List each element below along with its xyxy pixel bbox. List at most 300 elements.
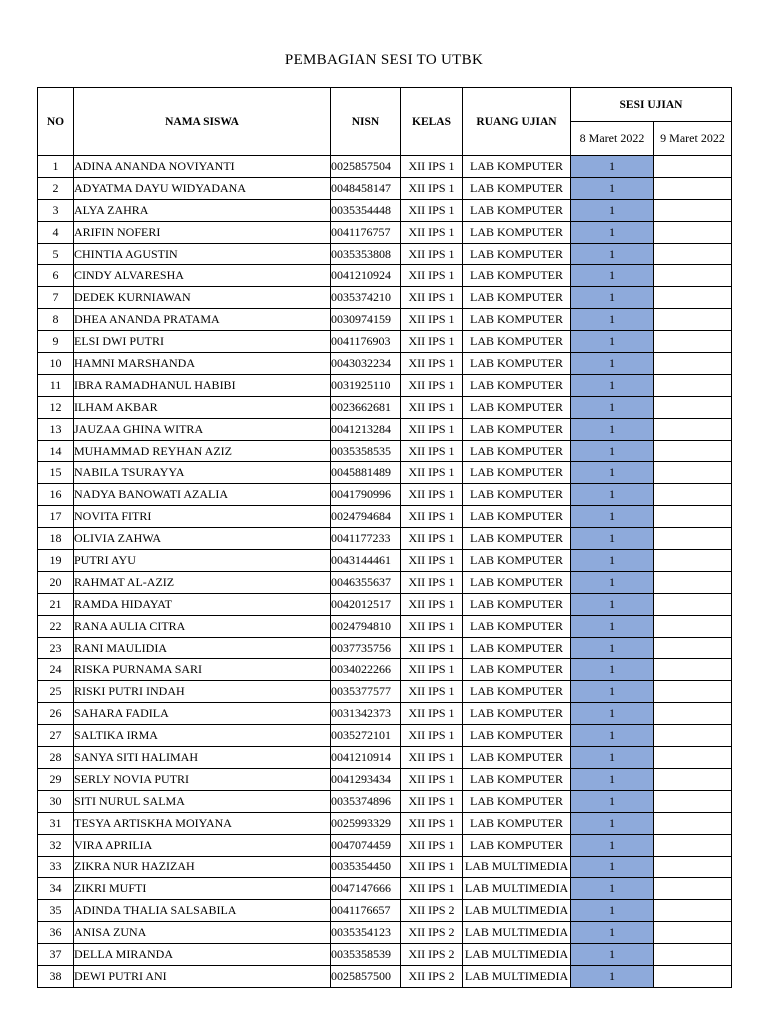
cell-ruang: LAB MULTIMEDIA	[463, 856, 571, 878]
cell-nisn: 0035354450	[331, 856, 401, 878]
cell-ruang: LAB KOMPUTER	[463, 637, 571, 659]
cell-no: 1	[38, 156, 74, 178]
cell-sesi-1: 1	[571, 156, 654, 178]
cell-nisn: 0047074459	[331, 834, 401, 856]
cell-ruang: LAB MULTIMEDIA	[463, 922, 571, 944]
cell-sesi-2	[654, 309, 732, 331]
cell-no: 23	[38, 637, 74, 659]
cell-nisn: 0041790996	[331, 484, 401, 506]
cell-sesi-2	[654, 177, 732, 199]
cell-ruang: LAB MULTIMEDIA	[463, 944, 571, 966]
table-row	[38, 681, 732, 703]
cell-nisn: 0024794684	[331, 506, 401, 528]
table-row	[38, 396, 732, 418]
cell-sesi-2	[654, 593, 732, 615]
cell-sesi-2	[654, 768, 732, 790]
cell-nisn: 0043032234	[331, 353, 401, 375]
table-row	[38, 703, 732, 725]
header-no: NO	[38, 88, 74, 156]
cell-kelas: XII IPS 2	[401, 965, 463, 987]
cell-kelas: XII IPS 1	[401, 418, 463, 440]
cell-sesi-2	[654, 331, 732, 353]
cell-sesi-1: 1	[571, 965, 654, 987]
table-row	[38, 353, 732, 375]
cell-sesi-2	[654, 834, 732, 856]
cell-ruang: LAB KOMPUTER	[463, 528, 571, 550]
table-row	[38, 790, 732, 812]
table-row	[38, 900, 732, 922]
cell-no: 13	[38, 418, 74, 440]
table-row	[38, 856, 732, 878]
cell-no: 33	[38, 856, 74, 878]
cell-ruang: LAB KOMPUTER	[463, 309, 571, 331]
cell-no: 38	[38, 965, 74, 987]
cell-sesi-1: 1	[571, 550, 654, 572]
cell-ruang: LAB KOMPUTER	[463, 156, 571, 178]
cell-sesi-2	[654, 353, 732, 375]
cell-sesi-1: 1	[571, 309, 654, 331]
cell-kelas: XII IPS 1	[401, 156, 463, 178]
page-title: PEMBAGIAN SESI TO UTBK	[284, 52, 484, 68]
cell-nama: ALYA ZAHRA	[74, 199, 331, 221]
cell-sesi-2	[654, 944, 732, 966]
cell-ruang: LAB KOMPUTER	[463, 593, 571, 615]
cell-nama: ADINA ANANDA NOVIYANTI	[74, 156, 331, 178]
cell-no: 14	[38, 440, 74, 462]
cell-ruang: LAB MULTIMEDIA	[463, 878, 571, 900]
cell-sesi-1: 1	[571, 834, 654, 856]
cell-sesi-1: 1	[571, 353, 654, 375]
cell-no: 10	[38, 353, 74, 375]
cell-sesi-1: 1	[571, 790, 654, 812]
cell-sesi-2	[654, 790, 732, 812]
cell-nisn: 0035374896	[331, 790, 401, 812]
cell-nisn: 0045881489	[331, 462, 401, 484]
cell-nama: HAMNI MARSHANDA	[74, 353, 331, 375]
header-row	[38, 88, 732, 122]
table-row	[38, 309, 732, 331]
cell-no: 32	[38, 834, 74, 856]
cell-no: 26	[38, 703, 74, 725]
cell-sesi-2	[654, 659, 732, 681]
cell-no: 12	[38, 396, 74, 418]
cell-no: 9	[38, 331, 74, 353]
cell-nisn: 0025857500	[331, 965, 401, 987]
cell-kelas: XII IPS 1	[401, 703, 463, 725]
cell-sesi-2	[654, 506, 732, 528]
cell-sesi-1: 1	[571, 396, 654, 418]
cell-kelas: XII IPS 1	[401, 834, 463, 856]
cell-kelas: XII IPS 1	[401, 199, 463, 221]
cell-no: 29	[38, 768, 74, 790]
cell-nisn: 0031925110	[331, 374, 401, 396]
cell-sesi-1: 1	[571, 922, 654, 944]
table-row	[38, 659, 732, 681]
cell-ruang: LAB KOMPUTER	[463, 462, 571, 484]
cell-kelas: XII IPS 1	[401, 353, 463, 375]
cell-no: 6	[38, 265, 74, 287]
table-row	[38, 243, 732, 265]
cell-kelas: XII IPS 1	[401, 593, 463, 615]
cell-kelas: XII IPS 1	[401, 484, 463, 506]
cell-no: 11	[38, 374, 74, 396]
table-row	[38, 615, 732, 637]
table-row	[38, 571, 732, 593]
cell-sesi-1: 1	[571, 856, 654, 878]
table-row	[38, 878, 732, 900]
cell-sesi-2	[654, 396, 732, 418]
table-row	[38, 221, 732, 243]
cell-nama: RAMDA HIDAYAT	[74, 593, 331, 615]
cell-sesi-1: 1	[571, 615, 654, 637]
cell-sesi-1: 1	[571, 440, 654, 462]
cell-sesi-2	[654, 965, 732, 987]
cell-sesi-1: 1	[571, 637, 654, 659]
cell-sesi-1: 1	[571, 199, 654, 221]
cell-sesi-2	[654, 571, 732, 593]
cell-ruang: LAB KOMPUTER	[463, 287, 571, 309]
cell-sesi-2	[654, 374, 732, 396]
cell-nisn: 0041210924	[331, 265, 401, 287]
cell-kelas: XII IPS 1	[401, 878, 463, 900]
cell-nama: DEWI PUTRI ANI	[74, 965, 331, 987]
cell-nisn: 0023662681	[331, 396, 401, 418]
table-row	[38, 965, 732, 987]
cell-nama: RANI MAULIDIA	[74, 637, 331, 659]
cell-nama: SERLY NOVIA PUTRI	[74, 768, 331, 790]
cell-kelas: XII IPS 1	[401, 615, 463, 637]
cell-no: 34	[38, 878, 74, 900]
cell-ruang: LAB KOMPUTER	[463, 571, 571, 593]
cell-kelas: XII IPS 1	[401, 528, 463, 550]
cell-no: 7	[38, 287, 74, 309]
cell-sesi-2	[654, 484, 732, 506]
cell-no: 24	[38, 659, 74, 681]
cell-sesi-1: 1	[571, 571, 654, 593]
cell-nisn: 0042012517	[331, 593, 401, 615]
cell-ruang: LAB KOMPUTER	[463, 659, 571, 681]
table-row	[38, 199, 732, 221]
cell-nama: ADINDA THALIA SALSABILA	[74, 900, 331, 922]
cell-no: 37	[38, 944, 74, 966]
cell-ruang: LAB KOMPUTER	[463, 484, 571, 506]
cell-nama: ZIKRI MUFTI	[74, 878, 331, 900]
cell-nama: PUTRI AYU	[74, 550, 331, 572]
table-row	[38, 725, 732, 747]
cell-no: 25	[38, 681, 74, 703]
cell-sesi-2	[654, 725, 732, 747]
header-ruang: RUANG UJIAN	[463, 88, 571, 156]
cell-no: 8	[38, 309, 74, 331]
cell-sesi-1: 1	[571, 177, 654, 199]
cell-sesi-2	[654, 199, 732, 221]
cell-nama: SALTIKA IRMA	[74, 725, 331, 747]
cell-ruang: LAB KOMPUTER	[463, 834, 571, 856]
cell-ruang: LAB KOMPUTER	[463, 615, 571, 637]
cell-no: 16	[38, 484, 74, 506]
cell-sesi-1: 1	[571, 418, 654, 440]
cell-nama: RISKI PUTRI INDAH	[74, 681, 331, 703]
cell-nisn: 0035374210	[331, 287, 401, 309]
cell-no: 31	[38, 812, 74, 834]
cell-nama: NADYA BANOWATI AZALIA	[74, 484, 331, 506]
cell-sesi-2	[654, 528, 732, 550]
cell-ruang: LAB KOMPUTER	[463, 265, 571, 287]
cell-kelas: XII IPS 1	[401, 550, 463, 572]
cell-sesi-2	[654, 922, 732, 944]
cell-ruang: LAB KOMPUTER	[463, 177, 571, 199]
cell-no: 36	[38, 922, 74, 944]
cell-ruang: LAB KOMPUTER	[463, 550, 571, 572]
cell-sesi-2	[654, 462, 732, 484]
header-nama: NAMA SISWA	[74, 88, 331, 156]
cell-sesi-2	[654, 550, 732, 572]
cell-nama: VIRA APRILIA	[74, 834, 331, 856]
cell-nisn: 0041210914	[331, 747, 401, 769]
cell-kelas: XII IPS 1	[401, 177, 463, 199]
cell-ruang: LAB KOMPUTER	[463, 374, 571, 396]
cell-nisn: 0043144461	[331, 550, 401, 572]
cell-kelas: XII IPS 1	[401, 812, 463, 834]
cell-sesi-1: 1	[571, 265, 654, 287]
cell-kelas: XII IPS 1	[401, 506, 463, 528]
cell-no: 21	[38, 593, 74, 615]
cell-kelas: XII IPS 1	[401, 243, 463, 265]
cell-sesi-1: 1	[571, 484, 654, 506]
table-row	[38, 528, 732, 550]
cell-sesi-1: 1	[571, 331, 654, 353]
cell-sesi-2	[654, 156, 732, 178]
table-row	[38, 156, 732, 178]
cell-nisn: 0048458147	[331, 177, 401, 199]
cell-sesi-2	[654, 878, 732, 900]
cell-ruang: LAB MULTIMEDIA	[463, 965, 571, 987]
cell-nisn: 0035358539	[331, 944, 401, 966]
cell-ruang: LAB KOMPUTER	[463, 199, 571, 221]
cell-nama: ANISA ZUNA	[74, 922, 331, 944]
cell-nama: ARIFIN NOFERI	[74, 221, 331, 243]
cell-kelas: XII IPS 1	[401, 221, 463, 243]
cell-kelas: XII IPS 2	[401, 900, 463, 922]
cell-sesi-2	[654, 615, 732, 637]
table-row	[38, 440, 732, 462]
cell-kelas: XII IPS 1	[401, 309, 463, 331]
cell-kelas: XII IPS 1	[401, 462, 463, 484]
cell-no: 19	[38, 550, 74, 572]
cell-kelas: XII IPS 1	[401, 659, 463, 681]
cell-sesi-1: 1	[571, 528, 654, 550]
cell-sesi-1: 1	[571, 747, 654, 769]
cell-sesi-1: 1	[571, 593, 654, 615]
cell-sesi-2	[654, 747, 732, 769]
table-row	[38, 418, 732, 440]
table-body	[38, 156, 732, 988]
cell-ruang: LAB KOMPUTER	[463, 681, 571, 703]
cell-sesi-1: 1	[571, 944, 654, 966]
cell-no: 35	[38, 900, 74, 922]
cell-sesi-2	[654, 900, 732, 922]
table-row	[38, 812, 732, 834]
cell-ruang: LAB KOMPUTER	[463, 331, 571, 353]
cell-nama: SANYA SITI HALIMAH	[74, 747, 331, 769]
cell-nisn: 0035353808	[331, 243, 401, 265]
cell-sesi-1: 1	[571, 287, 654, 309]
cell-sesi-1: 1	[571, 374, 654, 396]
table-row	[38, 265, 732, 287]
cell-no: 15	[38, 462, 74, 484]
header-sesi: SESI UJIAN	[571, 88, 732, 122]
table-row	[38, 768, 732, 790]
cell-nama: ILHAM AKBAR	[74, 396, 331, 418]
cell-ruang: LAB KOMPUTER	[463, 418, 571, 440]
session-table	[37, 87, 732, 988]
table-row	[38, 506, 732, 528]
cell-nisn: 0025857504	[331, 156, 401, 178]
cell-ruang: LAB KOMPUTER	[463, 790, 571, 812]
cell-sesi-2	[654, 812, 732, 834]
cell-nisn: 0037735756	[331, 637, 401, 659]
cell-kelas: XII IPS 1	[401, 637, 463, 659]
table-row	[38, 550, 732, 572]
cell-kelas: XII IPS 1	[401, 265, 463, 287]
cell-sesi-1: 1	[571, 462, 654, 484]
cell-nisn: 0035354123	[331, 922, 401, 944]
cell-kelas: XII IPS 1	[401, 396, 463, 418]
cell-no: 30	[38, 790, 74, 812]
cell-nama: CINDY ALVARESHA	[74, 265, 331, 287]
cell-nama: RISKA PURNAMA SARI	[74, 659, 331, 681]
cell-nisn: 0034022266	[331, 659, 401, 681]
table-row	[38, 637, 732, 659]
cell-nisn: 0024794810	[331, 615, 401, 637]
cell-ruang: LAB KOMPUTER	[463, 243, 571, 265]
cell-sesi-2	[654, 265, 732, 287]
table-row	[38, 177, 732, 199]
cell-sesi-1: 1	[571, 812, 654, 834]
cell-kelas: XII IPS 1	[401, 681, 463, 703]
cell-kelas: XII IPS 1	[401, 287, 463, 309]
cell-nisn: 0025993329	[331, 812, 401, 834]
table-row	[38, 462, 732, 484]
header-kelas: KELAS	[401, 88, 463, 156]
cell-sesi-1: 1	[571, 900, 654, 922]
cell-no: 17	[38, 506, 74, 528]
cell-sesi-1: 1	[571, 725, 654, 747]
header-date-2: 9 Maret 2022	[654, 122, 732, 156]
table-row	[38, 374, 732, 396]
cell-kelas: XII IPS 2	[401, 944, 463, 966]
cell-no: 4	[38, 221, 74, 243]
cell-sesi-1: 1	[571, 506, 654, 528]
cell-nama: IBRA RAMADHANUL HABIBI	[74, 374, 331, 396]
table-row	[38, 331, 732, 353]
cell-ruang: LAB KOMPUTER	[463, 747, 571, 769]
cell-ruang: LAB MULTIMEDIA	[463, 900, 571, 922]
cell-no: 28	[38, 747, 74, 769]
cell-nisn: 0041176757	[331, 221, 401, 243]
cell-sesi-2	[654, 856, 732, 878]
header-date-1: 8 Maret 2022	[571, 122, 654, 156]
cell-sesi-1: 1	[571, 878, 654, 900]
cell-nisn: 0041177233	[331, 528, 401, 550]
cell-nama: DELLA MIRANDA	[74, 944, 331, 966]
cell-no: 18	[38, 528, 74, 550]
cell-ruang: LAB KOMPUTER	[463, 506, 571, 528]
cell-nisn: 0041176903	[331, 331, 401, 353]
header-nisn: NISN	[331, 88, 401, 156]
table-row	[38, 922, 732, 944]
cell-nisn: 0035272101	[331, 725, 401, 747]
cell-ruang: LAB KOMPUTER	[463, 812, 571, 834]
cell-nisn: 0035354448	[331, 199, 401, 221]
table-row	[38, 834, 732, 856]
cell-nisn: 0041213284	[331, 418, 401, 440]
cell-no: 20	[38, 571, 74, 593]
cell-nama: SAHARA FADILA	[74, 703, 331, 725]
cell-nama: RAHMAT AL-AZIZ	[74, 571, 331, 593]
cell-ruang: LAB KOMPUTER	[463, 725, 571, 747]
cell-nisn: 0041293434	[331, 768, 401, 790]
cell-ruang: LAB KOMPUTER	[463, 768, 571, 790]
cell-sesi-2	[654, 243, 732, 265]
cell-nama: RANA AULIA CITRA	[74, 615, 331, 637]
cell-sesi-1: 1	[571, 659, 654, 681]
cell-nisn: 0035358535	[331, 440, 401, 462]
cell-sesi-1: 1	[571, 681, 654, 703]
cell-sesi-2	[654, 221, 732, 243]
cell-no: 22	[38, 615, 74, 637]
cell-nama: JAUZAA GHINA WITRA	[74, 418, 331, 440]
cell-nama: DHEA ANANDA PRATAMA	[74, 309, 331, 331]
cell-nama: TESYA ARTISKHA MOIYANA	[74, 812, 331, 834]
cell-nisn: 0031342373	[331, 703, 401, 725]
cell-nisn: 0030974159	[331, 309, 401, 331]
cell-kelas: XII IPS 1	[401, 768, 463, 790]
cell-sesi-2	[654, 287, 732, 309]
cell-kelas: XII IPS 1	[401, 856, 463, 878]
cell-ruang: LAB KOMPUTER	[463, 440, 571, 462]
table-row	[38, 484, 732, 506]
cell-nama: ELSI DWI PUTRI	[74, 331, 331, 353]
cell-ruang: LAB KOMPUTER	[463, 353, 571, 375]
cell-sesi-1: 1	[571, 243, 654, 265]
cell-nama: SITI NURUL SALMA	[74, 790, 331, 812]
cell-nisn: 0041176657	[331, 900, 401, 922]
cell-nama: CHINTIA AGUSTIN	[74, 243, 331, 265]
cell-sesi-2	[654, 440, 732, 462]
cell-nisn: 0047147666	[331, 878, 401, 900]
cell-no: 2	[38, 177, 74, 199]
cell-nisn: 0035377577	[331, 681, 401, 703]
cell-ruang: LAB KOMPUTER	[463, 221, 571, 243]
cell-kelas: XII IPS 1	[401, 331, 463, 353]
cell-nama: MUHAMMAD REYHAN AZIZ	[74, 440, 331, 462]
cell-sesi-2	[654, 418, 732, 440]
cell-nama: NABILA TSURAYYA	[74, 462, 331, 484]
cell-sesi-1: 1	[571, 703, 654, 725]
cell-nama: ADYATMA DAYU WIDYADANA	[74, 177, 331, 199]
cell-kelas: XII IPS 1	[401, 571, 463, 593]
cell-nama: DEDEK KURNIAWAN	[74, 287, 331, 309]
cell-kelas: XII IPS 2	[401, 922, 463, 944]
cell-kelas: XII IPS 1	[401, 747, 463, 769]
cell-kelas: XII IPS 1	[401, 725, 463, 747]
cell-no: 27	[38, 725, 74, 747]
cell-sesi-1: 1	[571, 768, 654, 790]
cell-ruang: LAB KOMPUTER	[463, 396, 571, 418]
cell-nama: OLIVIA ZAHWA	[74, 528, 331, 550]
cell-sesi-2	[654, 681, 732, 703]
